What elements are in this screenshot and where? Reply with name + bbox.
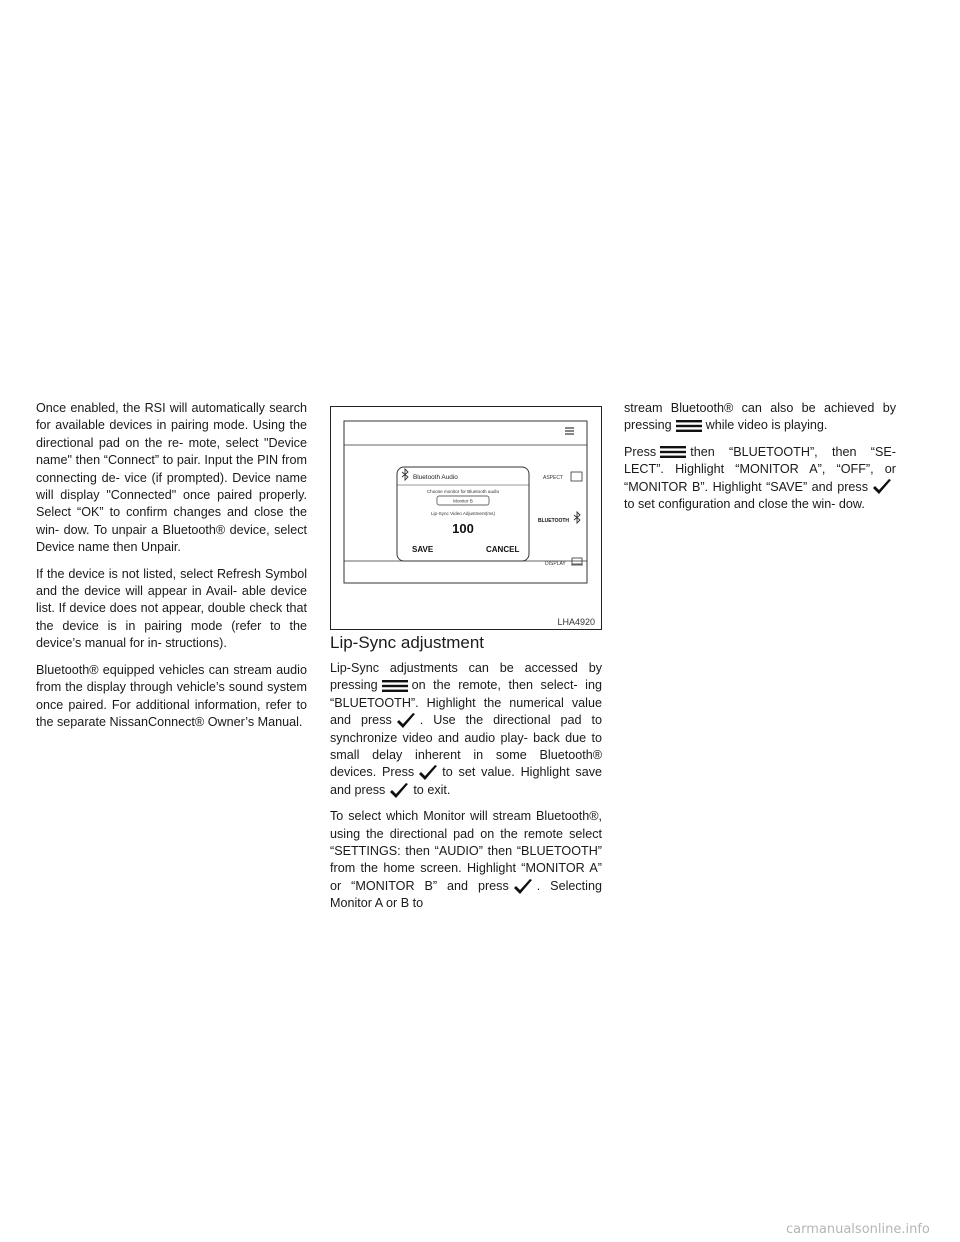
- menu-icon: [382, 680, 408, 692]
- aspect-icon: [571, 472, 582, 481]
- cancel-button[interactable]: CANCEL: [486, 545, 520, 554]
- figure-code: LHA4920: [557, 617, 595, 627]
- lipsync-value: 100: [452, 521, 474, 536]
- checkmark-icon: [513, 879, 533, 895]
- section-heading: Lip-Sync adjustment: [330, 633, 485, 652]
- column-right: [624, 400, 896, 522]
- watermark: carmanualsonline.info: [786, 1222, 930, 1237]
- lipsync-label: Lip-Sync Video Adjustment(ms): [430, 511, 496, 516]
- menu-icon: [660, 446, 686, 458]
- paragraph-select-monitor: To select which Monitor will stream Bluetooth®, using the directional pad on the remote select “SETTINGS: then “AUDIO” then “BLUETOOTH” from the home screen. Highlight “MONITOR A” or “MONITOR B” and press . Selecting Monitor A or B to: [330, 809, 602, 911]
- save-button[interactable]: SAVE: [412, 545, 434, 554]
- checkmark-icon: [396, 713, 416, 729]
- bluetooth-item-icon: [574, 512, 580, 523]
- monitor-value: Monitor B: [453, 498, 473, 504]
- paragraph-lipsync: Lip-Sync adjustments can be accessed by pressing on the remote, then select- ing “BLUETOOTH”. Highlight the numerical value and press . Use the directional pad to synchronize video and audio play- back due to small delay inherent in some Bluetooth® devices. Press to set value. Highlight save and press to exit.: [330, 661, 603, 797]
- paragraph-device-not-listed: If the device is not listed, select Refresh Symbol and the device will appear in Avail- able device list. If device does not appear, double check that the device is in pairing mode (refer to the device’s manual for in- structions).: [36, 566, 307, 651]
- bluetooth-item[interactable]: BLUETOOTH: [538, 518, 570, 524]
- menu-icon: [676, 420, 702, 432]
- column-middle: [330, 632, 602, 922]
- checkmark-icon: [418, 765, 438, 781]
- aspect-item[interactable]: ASPECT: [543, 475, 564, 481]
- paragraph-streaming: Bluetooth® equipped vehicles can stream audio from the display through vehicle’s sound system once paired. For additional information, refer to the separate NissanConnect® Owner’s Manual.: [36, 662, 307, 729]
- checkmark-icon: [389, 783, 409, 799]
- menu-icon: [565, 428, 574, 434]
- popup-title: Bluetooth Audio: [413, 474, 458, 481]
- display-item[interactable]: DISPLAY: [545, 561, 566, 567]
- column-left: [36, 400, 307, 740]
- paragraph-press-menu: Press then “BLUETOOTH”, then “SE- LECT”. Highlight “MONITOR A”, “OFF”, or “MONITOR B”. Highlight “SAVE” and pressto set configuration and close the win- dow.: [624, 444, 896, 512]
- screen-illustration: [331, 407, 600, 628]
- choose-monitor-text: Choose monitor for Bluetooth audio: [426, 489, 500, 494]
- paragraph-stream-continued: stream Bluetooth® can also be achieved by pressing while video is playing.: [624, 401, 896, 433]
- checkmark-icon: [872, 479, 892, 495]
- paragraph-pairing: Once enabled, the RSI will automatically search for available devices in pairing mode. Using the directional pad on the re- mote, select "Device name" then “Connect” to pair. Input the PIN from connecting de- vice (if prompted). Device name will display "Connected" once paired properly. Select “OK” to confirm changes and close the win- dow. To unpair a Bluetooth® device, select Device name then Unpair.: [36, 401, 307, 555]
- illustration-bluetooth-audio-screen: [330, 406, 602, 630]
